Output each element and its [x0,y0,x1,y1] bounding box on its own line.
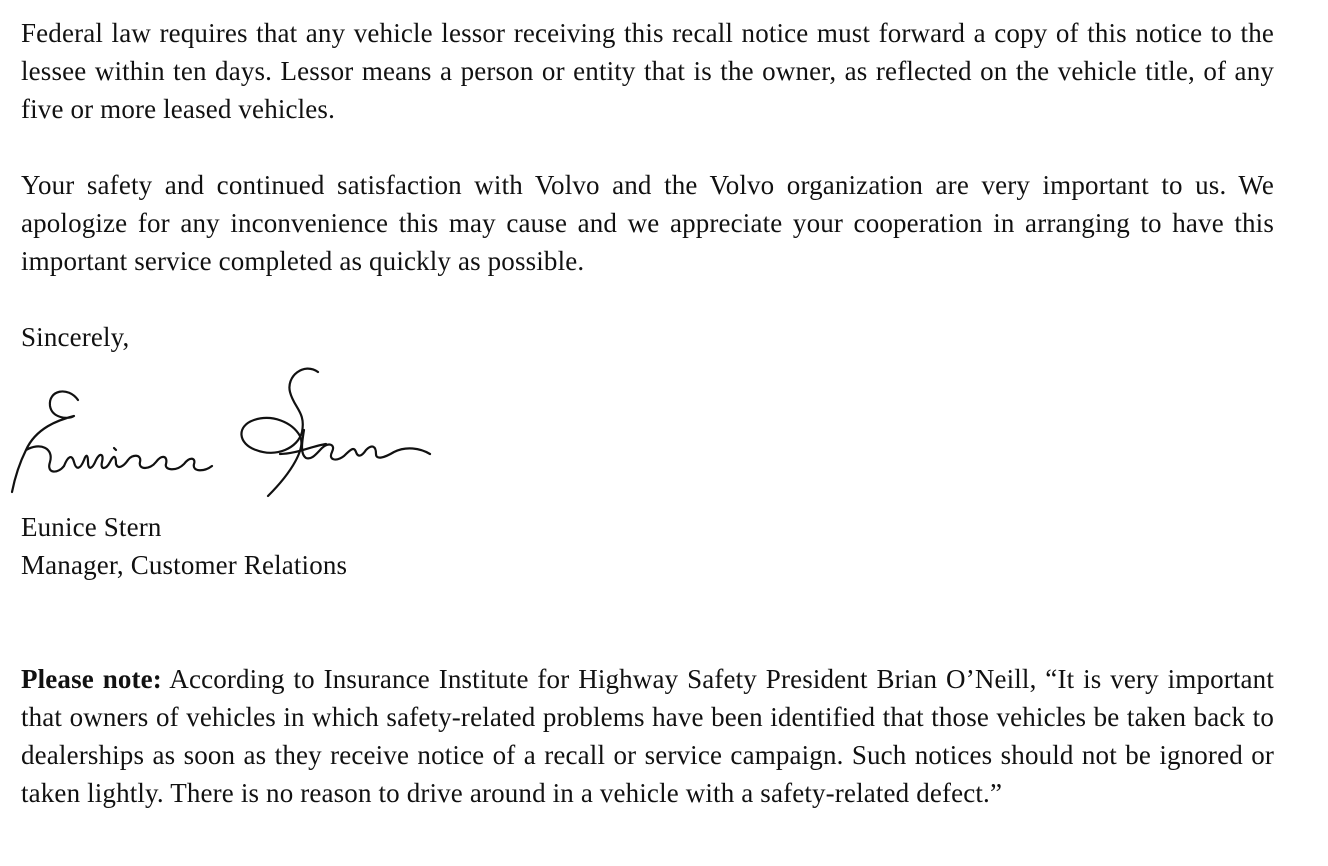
signer-title: Manager, Customer Relations [21,550,348,580]
signer-name: Eunice Stern [21,512,162,542]
lessor-notice-paragraph: Federal law requires that any vehicle lessor receiving this recall notice must forward a copy of this notice to the lessee within ten days. Lessor means a person or entity that is the owner, as reflected on the vehicle title, of any five or more leased vehicles. [21,18,1274,124]
please-note-label: Please note: [21,664,162,694]
safety-satisfaction-paragraph: Your safety and continued satisfaction with Volvo and the Volvo organization are very important to us. We apologize for any inconvenience this may cause and we appreciate your cooperation in arranging to have this important service completed as quickly as possible. [21,170,1274,276]
closing-salutation: Sincerely, [21,322,130,352]
please-note-paragraph [21,660,1274,812]
handwritten-signature [6,362,436,502]
please-note-text: According to Insurance Institute for Highway Safety President Brian O’Neill, “It is very important that owners of vehicles in which safety-related problems have been identified that those vehicles be taken back to dealerships as soon as they receive notice of a recall or service campaign. Such notices should not be ignored or taken lightly. There is no reason to drive around in a vehicle with a safety-related defect.” [21,664,1274,808]
